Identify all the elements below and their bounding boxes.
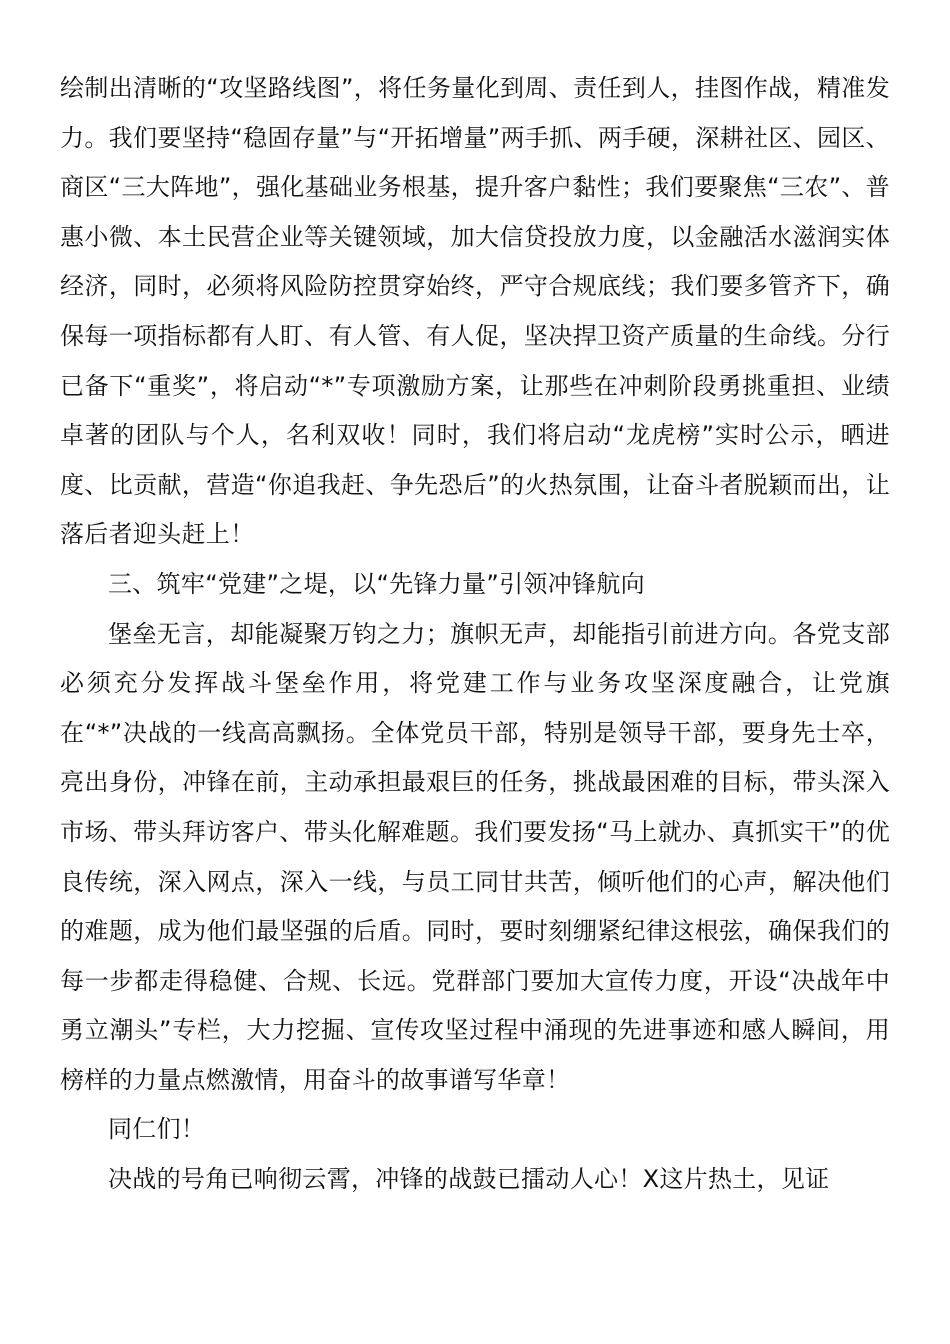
paragraph-closing: 决战的号角已响彻云霄，冲锋的战鼓已擂动人心！X这片热土，见证 bbox=[108, 1165, 830, 1194]
paragraph-continuation: 绘制出清晰的“攻坚路线图”，将任务量化到周、责任到人，挂图作战，精准发力。我们要坚持“稳固存量”与“开拓增量”两手抓、两手硬，深耕社区、园区、商区“三大阵地”，强化基础业务根基，提升客户黏性；我们要聚焦“三农”、普惠小微、本土民营企业等关键领域，加大信贷投放力度，以金融活水滋润实体经济，同时，必须将风险防控贯穿始终，严守合规底线；我们要多管齐下，确保每一项指标都有人盯、有人管、有人促，坚决捍卫资产质量的生命线。分行已备下“重奖”，将启动“*”专项激励方案，让那些在冲刺阶段勇挑重担、业绩卓著的团队与个人，名利双收！同时，我们将启动“龙虎榜”实时公示，晒进度、比贡献，营造“你追我赶、争先恐后”的火热氛围，让奋斗者脱颖而出，让落后者迎头赶上！ bbox=[60, 74, 890, 549]
salutation: 同仁们！ bbox=[108, 1115, 206, 1144]
section-heading-3: 三、筑牢“党建”之堤，以“先锋力量”引领冲锋航向 bbox=[108, 569, 645, 598]
paragraph-party-building: 堡垒无言，却能凝聚万钧之力；旗帜无声，却能指引前进方向。各党支部必须充分发挥战斗堡垒作用，将党建工作与业务攻坚深度融合，让党旗在“*”决战的一线高高飘扬。全体党员干部，特别是领导干部，要身先士卒，亮出身份，冲锋在前，主动承担最艰巨的任务，挑战最困难的目标，带头深入市场、带头拜访客户、带头化解难题。我们要发扬“马上就办、真抓实干”的优良传统，深入网点，深入一线，与员工同甘共苦，倾听他们的心声，解决他们的难题，成为他们最坚强的后盾。同时，要时刻绷紧纪律这根弦，确保我们的每一步都走得稳健、合规、长远。党群部门要加大宣传力度，开设“决战年中勇立潮头”专栏，大力挖掘、宣传攻坚过程中涌现的先进事迹和感人瞬间，用榜样的力量点燃激情，用奋斗的故事谱写华章！ bbox=[60, 619, 890, 1094]
